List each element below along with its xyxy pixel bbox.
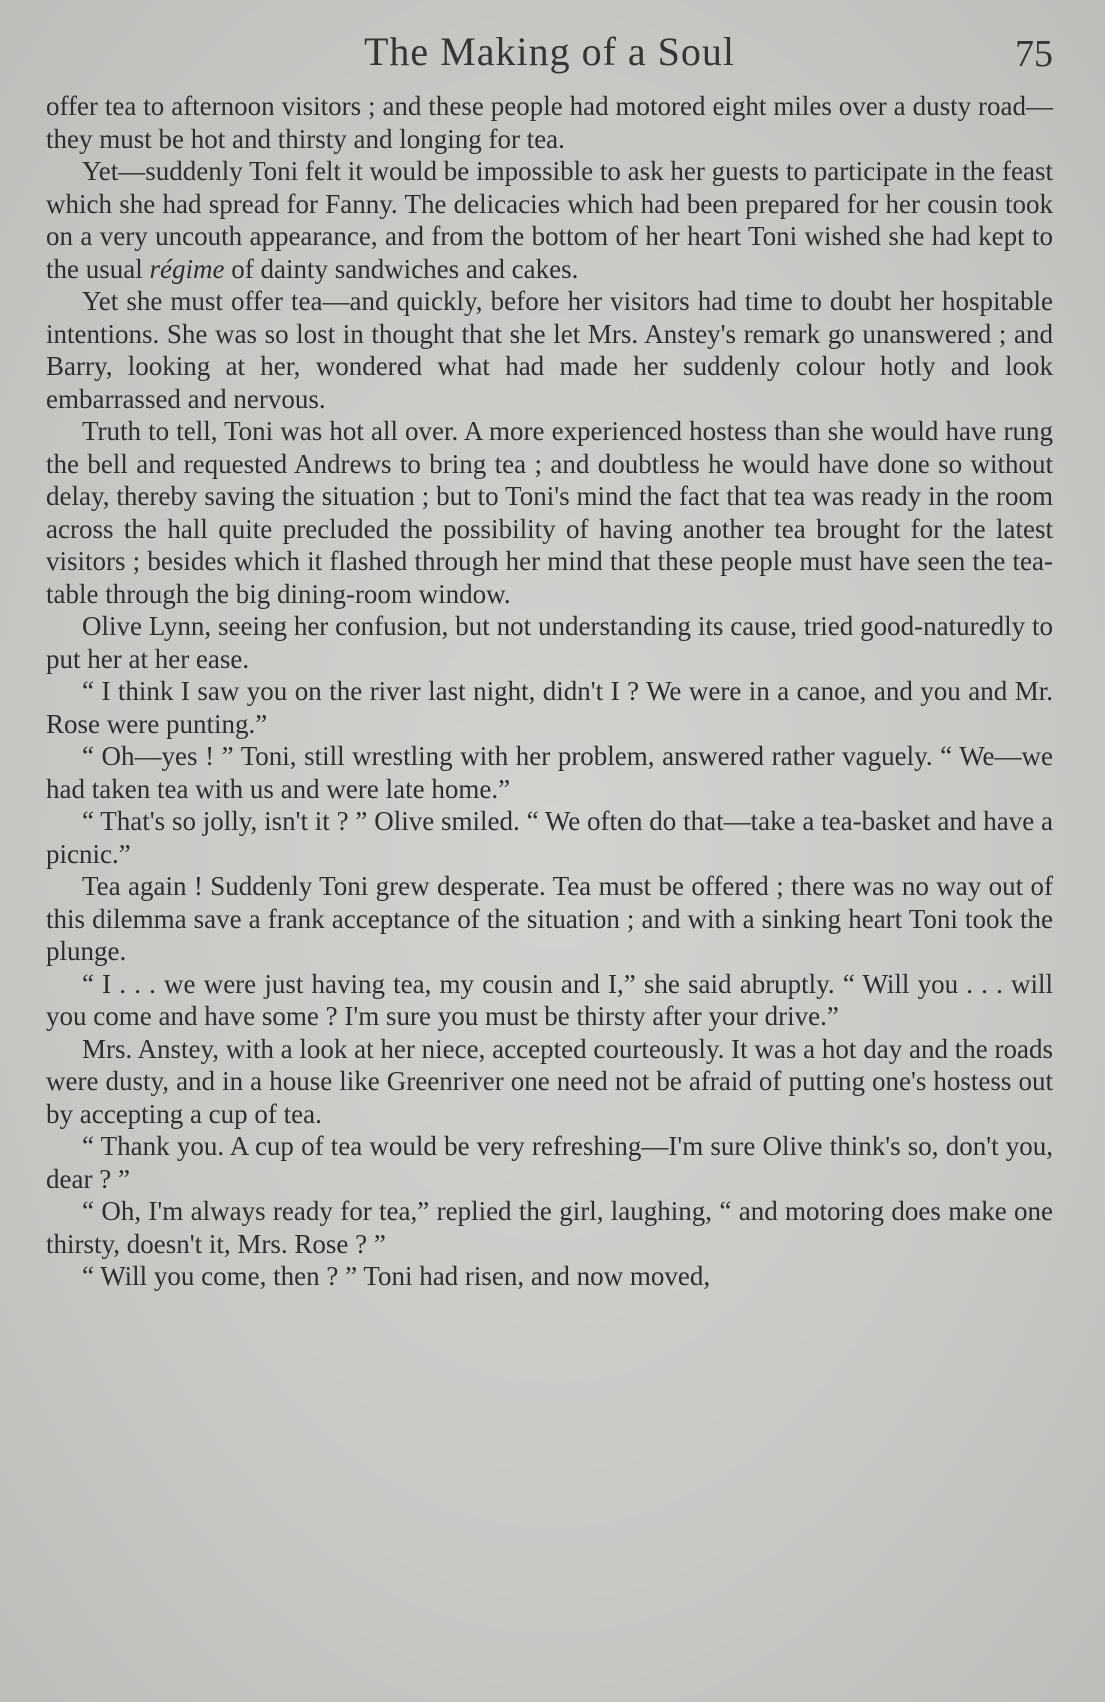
text-span: of dainty sandwiches and cakes. bbox=[224, 253, 579, 284]
text-span: “ Thank you. A cup of tea would be very refreshing—I'm sure Olive think's so, don't you, dear ? ” bbox=[46, 1131, 1053, 1194]
paragraph bbox=[46, 415, 1053, 610]
text-span: offer tea to afternoon visitors ; and these people had motored eight miles over a dusty road—they must be hot and thirsty and longing for tea. bbox=[46, 91, 1053, 154]
paragraph bbox=[46, 740, 1053, 805]
body-text bbox=[46, 90, 1053, 1293]
paragraph bbox=[46, 610, 1053, 675]
paragraph bbox=[46, 285, 1053, 415]
text-span: “ Oh, I'm always ready for tea,” replied the girl, laughing, “ and motoring does make one thirsty, doesn't it, Mrs. Rose ? ” bbox=[46, 1196, 1053, 1259]
paragraph bbox=[46, 155, 1053, 285]
paragraph bbox=[46, 1260, 1053, 1293]
paragraph bbox=[46, 1130, 1053, 1195]
paragraph bbox=[46, 675, 1053, 740]
text-span: “ I think I saw you on the river last night, didn't I ? We were in a canoe, and you and Mr. Rose were punting.” bbox=[46, 676, 1053, 739]
paragraph bbox=[46, 1033, 1053, 1131]
paragraph bbox=[46, 1195, 1053, 1260]
text-span: Yet she must offer tea—and quickly, before her visitors had time to doubt her hospitable intentions. She was so lost in thought that she let Mrs. Anstey's remark go unanswered ; and Barry, looking at her, wondered what had made her suddenly colour hotly and look embarrassed and nervous. bbox=[46, 286, 1053, 414]
running-head bbox=[46, 28, 1053, 86]
text-span: “ Oh—yes ! ” Toni, still wrestling with her problem, answered rather vaguely. “ We—we had taken tea with us and were late home.” bbox=[46, 741, 1053, 804]
text-span: Yet—suddenly Toni felt it would be impossible to ask her guests to participate in the feast which she had spread for Fanny. The delicacies which had been prepared for her cousin took on a very uncouth appearance, and from the bottom of her heart Toni wished she had kept to the usual bbox=[46, 156, 1053, 284]
paragraph bbox=[46, 968, 1053, 1033]
text-span: Tea again ! Suddenly Toni grew desperate. Tea must be offered ; there was no way out of this dilemma save a frank acceptance of the situation ; and with a sinking heart Toni took the plunge. bbox=[46, 871, 1053, 966]
text-span: “ Will you come, then ? ” Toni had risen, and now moved, bbox=[82, 1261, 711, 1291]
paragraph bbox=[46, 805, 1053, 870]
text-span: Mrs. Anstey, with a look at her niece, accepted courteously. It was a hot day and the roads were dusty, and in a house like Greenriver one need not be afraid of putting one's hostess out by accepting a cup of tea. bbox=[46, 1033, 1053, 1129]
italic-term: régime bbox=[149, 253, 225, 284]
text-span: “ That's so jolly, isn't it ? ” Olive smiled. “ We often do that—take a tea-basket and have a picnic.” bbox=[46, 806, 1053, 869]
running-title: The Making of a Soul bbox=[363, 29, 736, 74]
paragraph bbox=[46, 870, 1053, 968]
page-number: 75 bbox=[1015, 33, 1053, 75]
text-span: Truth to tell, Toni was hot all over. A more experienced hostess than she would have rung the bell and requested Andrews to bring tea ; and doubtless he would have done so without delay, thereby saving the situation ; but to Toni's mind the fact that tea was ready in the room across the hall quite precluded the possibility of having another tea brought for the latest visitors ; besides which it flashed through her mind that these people must have seen the tea-table through the big dining-room window. bbox=[46, 416, 1053, 609]
text-span: “ I . . . we were just having tea, my cousin and I,” she said abruptly. “ Will you . . . will you come and have some ? I'm sure you must be thirsty after your drive.” bbox=[46, 968, 1053, 1031]
text-span: Olive Lynn, seeing her confusion, but not understanding its cause, tried good-naturedly to put her at her ease. bbox=[46, 611, 1053, 674]
paragraph bbox=[46, 90, 1053, 155]
